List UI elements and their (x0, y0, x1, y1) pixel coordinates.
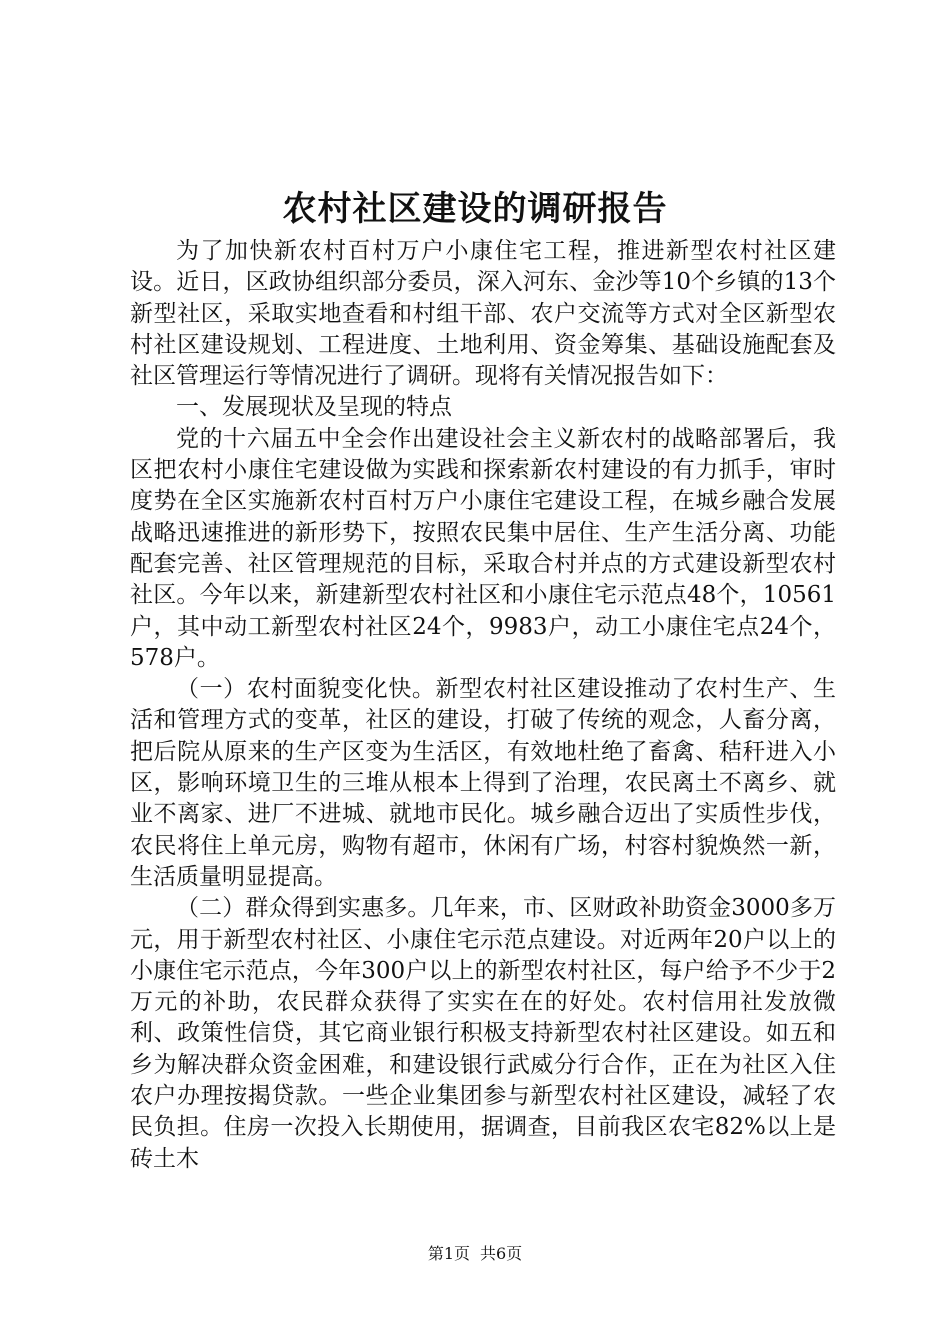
document-body (130, 236, 836, 1175)
body-paragraph: （一）农村面貌变化快。新型农村社区建设推动了农村生产、生活和管理方式的变革，社区的建设，打破了传统的观念，人畜分离，把后院从原来的生产区变为生活区，有效地杜绝了畜禽、秸秆进入小区，影响环境卫生的三堆从根本上得到了治理，农民离土不离乡、就业不离家、进厂不进城、就地市民化。城乡融合迈出了实质性步伐，农民将住上单元房，购物有超市，休闲有广场，村容村貌焕然一新，生活质量明显提高。 (130, 676, 836, 890)
page-number: 第1页 (427, 1244, 470, 1263)
body-paragraph: （二）群众得到实惠多。几年来，市、区财政补助资金3000多万元，用于新型农村社区、小康住宅示范点建设。对近两年20户以上的小康住宅示范点，今年300户以上的新型农村社区，每户给予不少于2万元的补助，农民群众获得了实实在在的好处。农村信用社发放微利、政策性信贷，其它商业银行积极支持新型农村社区建设。如五和乡为解决群众资金困难，和建设银行武威分行合作，正在为社区入住农户办理按揭贷款。一些企业集团参与新型农村社区建设，减轻了农民负担。住房一次投入长期使用，据调查，目前我区农宅82%以上是砖土木 (130, 895, 836, 1172)
intro-paragraph: 为了加快新农村百村万户小康住宅工程，推进新型农村社区建设。近日，区政协组织部分委员，深入河东、金沙等10个乡镇的13个新型社区，采取实地查看和村组干部、农户交流等方式对全区新型农村社区建设规划、工程进度、土地利用、资金筹集、基础设施配套及社区管理运行等情况进行了调研。现将有关情况报告如下： (130, 238, 836, 390)
section-heading: 一、发展现状及呈现的特点 (176, 394, 452, 421)
page-footer (0, 1243, 950, 1265)
page-total: 共6页 (480, 1244, 523, 1263)
body-paragraph: 党的十六届五中全会作出建设社会主义新农村的战略部署后，我区把农村小康住宅建设做为实践和探索新农村建设的有力抓手，审时度势在全区实施新农村百村万户小康住宅建设工程，在城乡融合发展战略迅速推进的新形势下，按照农民集中居住、生产生活分离、功能配套完善、社区管理规范的目标，采取合村并点的方式建设新型农村社区。今年以来，新建新型农村社区和小康住宅示范点48个，10561户，其中动工新型农村社区24个，9983户，动工小康住宅点24个，578户。 (130, 425, 836, 671)
document-title: 农村社区建设的调研报告 (282, 189, 668, 229)
